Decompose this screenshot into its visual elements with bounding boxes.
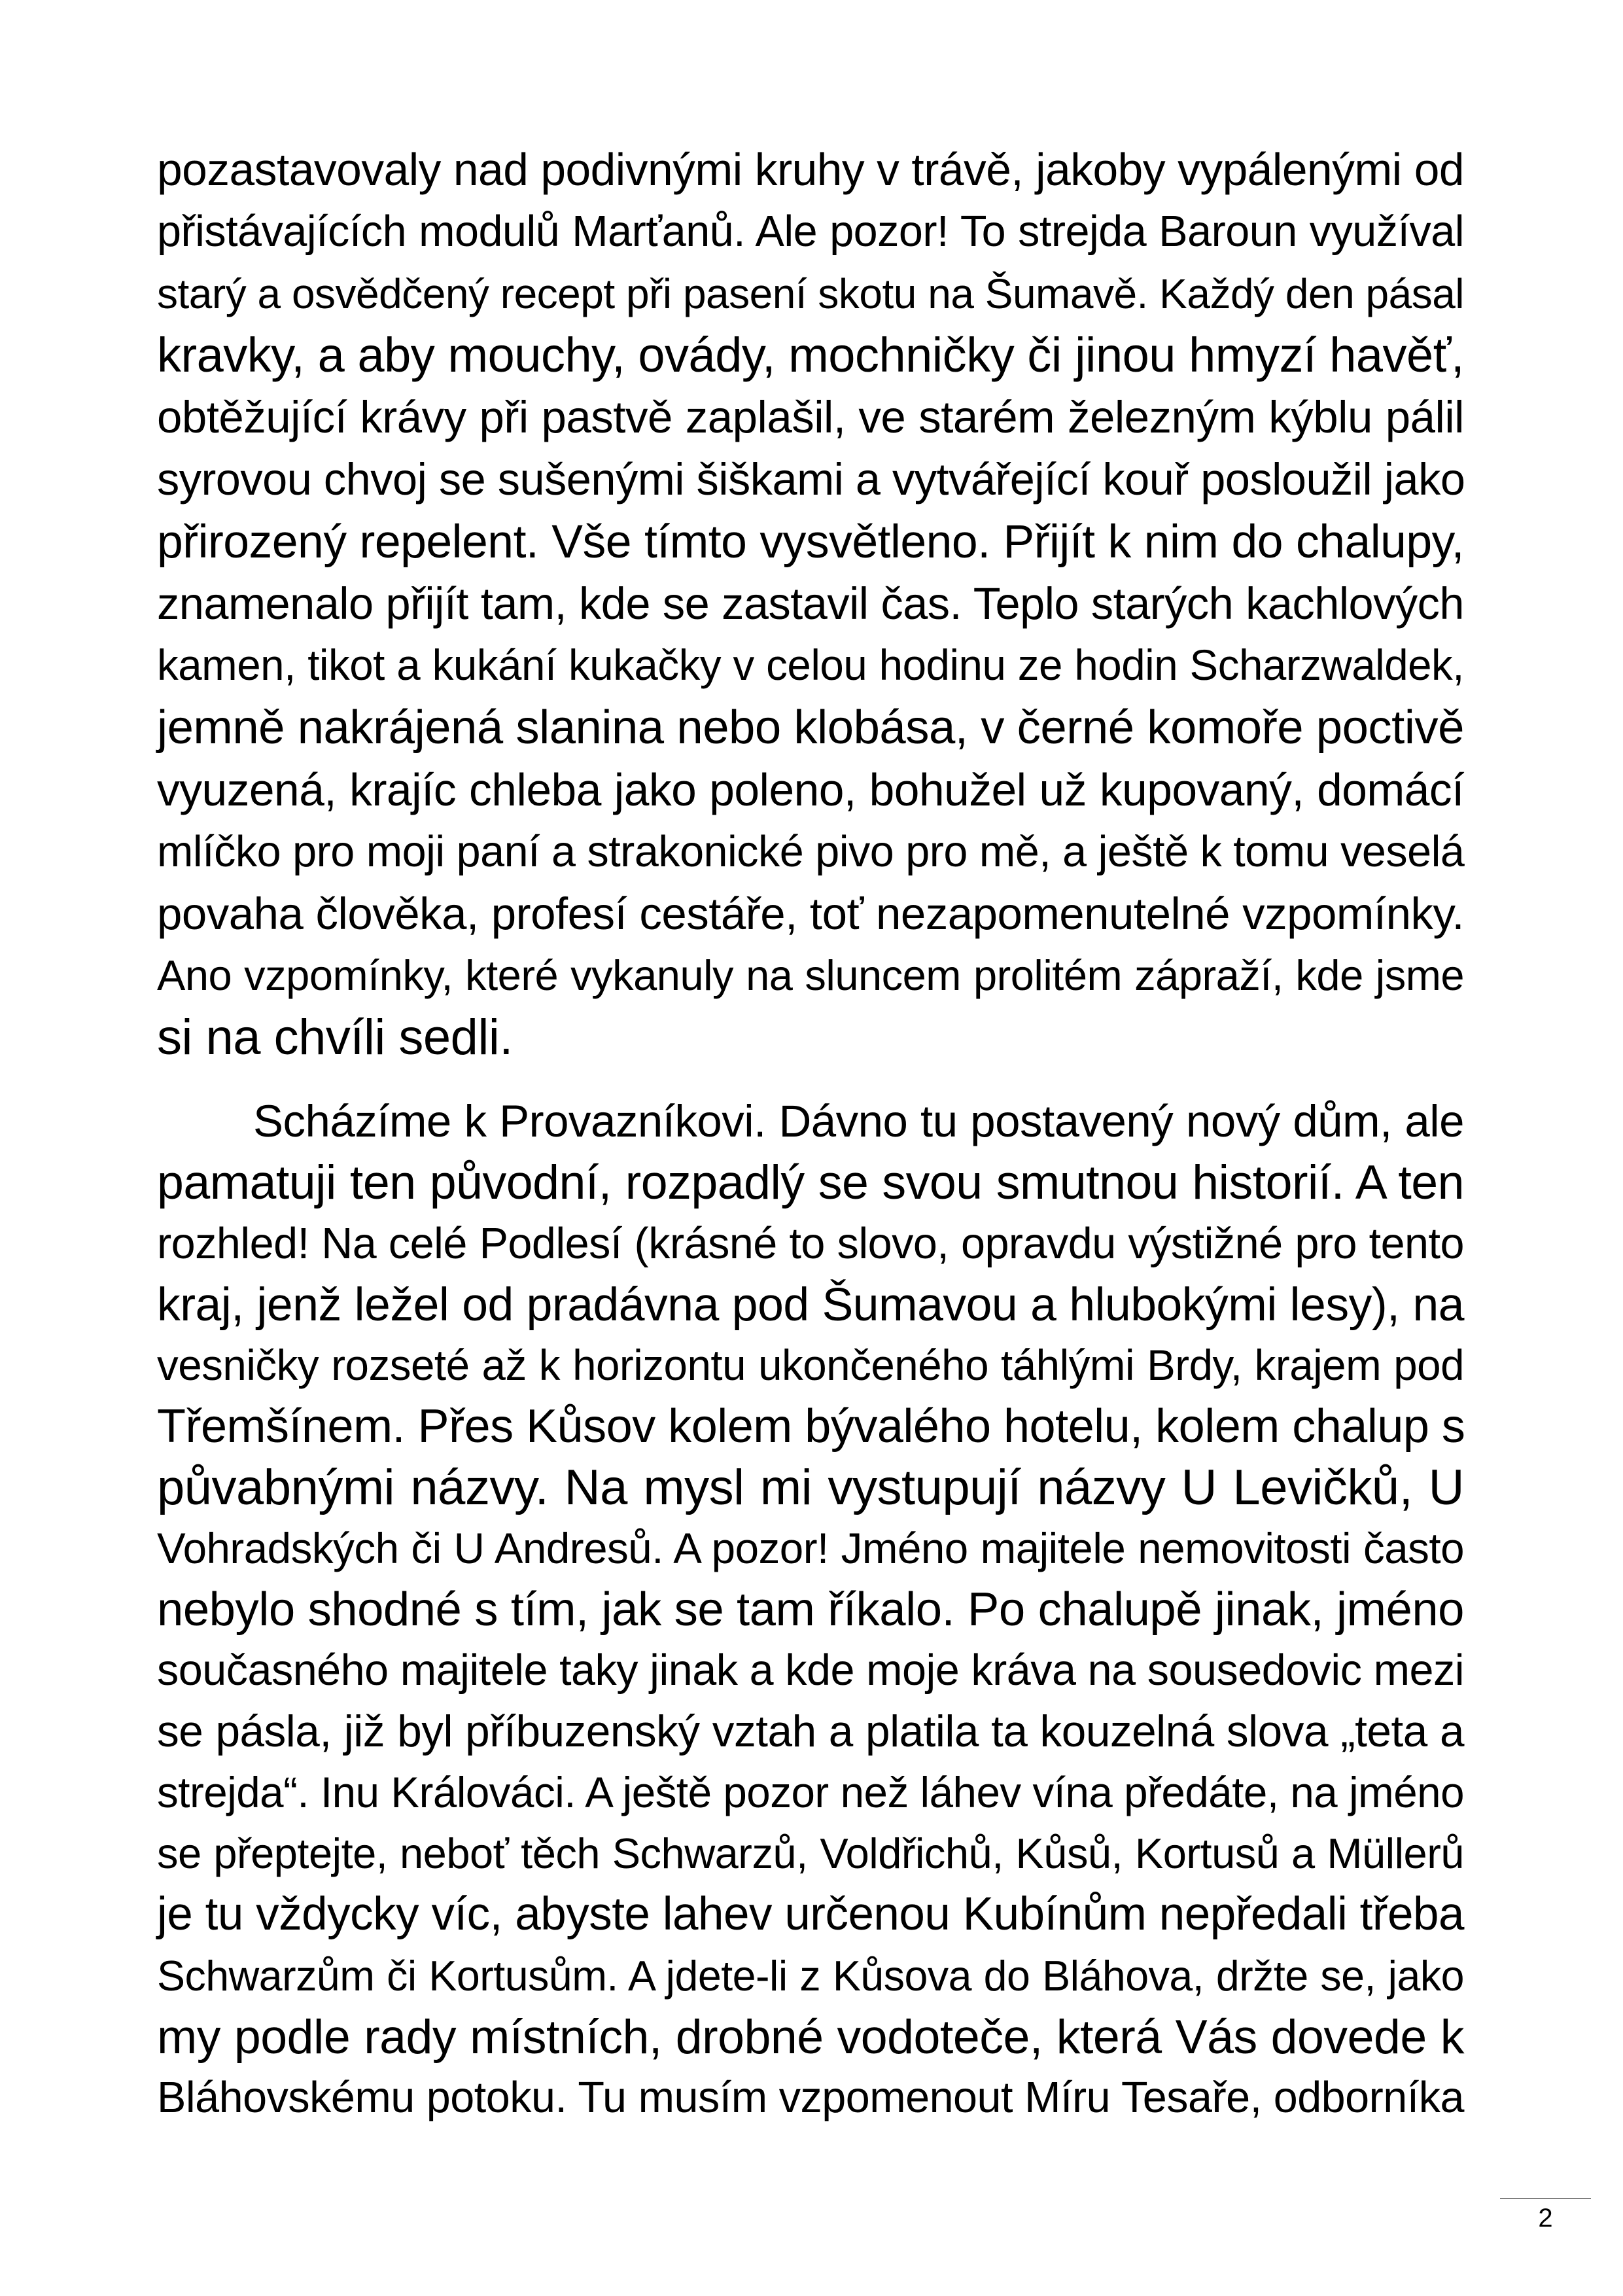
page-number: 2 [1538,2204,1553,2233]
text-line: Třemšínem. Přes Kůsov kolem bývalého hotelu, kolem chalup s [157,1400,1465,1453]
text-line: je tu vždycky víc, abyste lahev určenou Kubínům nepředali třeba [157,1888,1464,1940]
text-line: kraj, jenž ležel od pradávna pod Šumavou a hlubokými lesy), na [157,1279,1464,1331]
text-line: znamenalo přijít tam, kde se zastavil čas. Teplo starých kachlových [157,578,1464,629]
text-line: přistávajících modulů Marťanů. Ale pozor! To strejda Baroun využíval [157,207,1464,256]
text-line: syrovou chvoj se sušenými šiškami a vytvářející kouř posloužil jako [157,454,1465,504]
text-line: se přeptejte, neboť těch Schwarzů, Voldřichů, Kůsů, Kortusů a Müllerů [157,1829,1464,1877]
text-line: starý a osvědčený recept při pasení skotu na Šumavě. Každý den pásal [157,270,1464,317]
text-line: my podle rady místních, drobné vodoteče, která Vás dovede k [157,2009,1464,2064]
text-line: vesničky rozseté až k horizontu ukončeného táhlými Brdy, krajem pod [157,1341,1464,1389]
text-line: mlíčko pro moji paní a strakonické pivo pro mě, a ještě k tomu veselá [157,828,1465,876]
text-line: povaha člověka, profesí cestáře, toť nezapomenutelné vzpomínky. [157,889,1464,939]
text-line: půvabnými názvy. Na mysl mi vystupují názvy U Levičků, U [157,1460,1464,1515]
text-line: kravky, a aby mouchy, ovády, mochničky či jinou hmyzí havěť, [157,328,1464,382]
text-line: rozhled! Na celé Podlesí (krásné to slovo, opravdu výstižné pro tento [157,1220,1464,1268]
text-line: Vohradských či U Andresů. A pozor! Jméno majitele nemovitosti často [157,1525,1464,1572]
text-line: Scházíme k Provazníkovi. Dávno tu postavený nový dům, ale [253,1096,1464,1146]
footer-divider [1500,2198,1591,2199]
text-line: pozastavovaly nad podivnými kruhy v trávě, jakoby vypálenými od [157,144,1464,195]
text-line: Bláhovskému potoku. Tu musím vzpomenout Míru Tesaře, odborníka [157,2074,1464,2122]
text-line: vyuzená, krajíc chleba jako poleno, bohužel už kupovaný, domácí [157,764,1464,815]
text-line: nebylo shodné s tím, jak se tam říkalo. Po chalupě jinak, jméno [157,1583,1464,1636]
text-line: kamen, tikot a kukání kukačky v celou hodinu ze hodin Scharzwaldek, [157,641,1464,689]
text-line: jemně nakrájená slanina nebo klobása, v černé komoře poctivě [157,701,1464,754]
text-line: se pásla, již byl příbuzenský vztah a platila ta kouzelná slova „teta a [157,1707,1464,1756]
text-line: Ano vzpomínky, které vykanuly na sluncem prolitém zápraží, kde jsme [157,951,1464,999]
text-line: obtěžující krávy při pastvě zaplašil, ve starém železným kýblu pálil [157,392,1464,442]
text-line: současného majitele taky jinak a kde moje kráva na sousedovic mezi [157,1646,1464,1695]
text-line: strejda“. Inu Králováci. A ještě pozor než láhev vína předáte, na jméno [157,1769,1464,1816]
text-line: si na chvíli sedli. [157,1010,513,1065]
text-line: Schwarzům či Kortusům. A jdete-li z Kůsova do Bláhova, držte se, jako [157,1952,1464,2000]
text-line: přirozený repelent. Vše tímto vysvětleno. Přijít k nim do chalupy, [157,516,1464,568]
text-line: pamatuji ten původní, rozpadlý se svou smutnou historií. A ten [157,1155,1464,1209]
